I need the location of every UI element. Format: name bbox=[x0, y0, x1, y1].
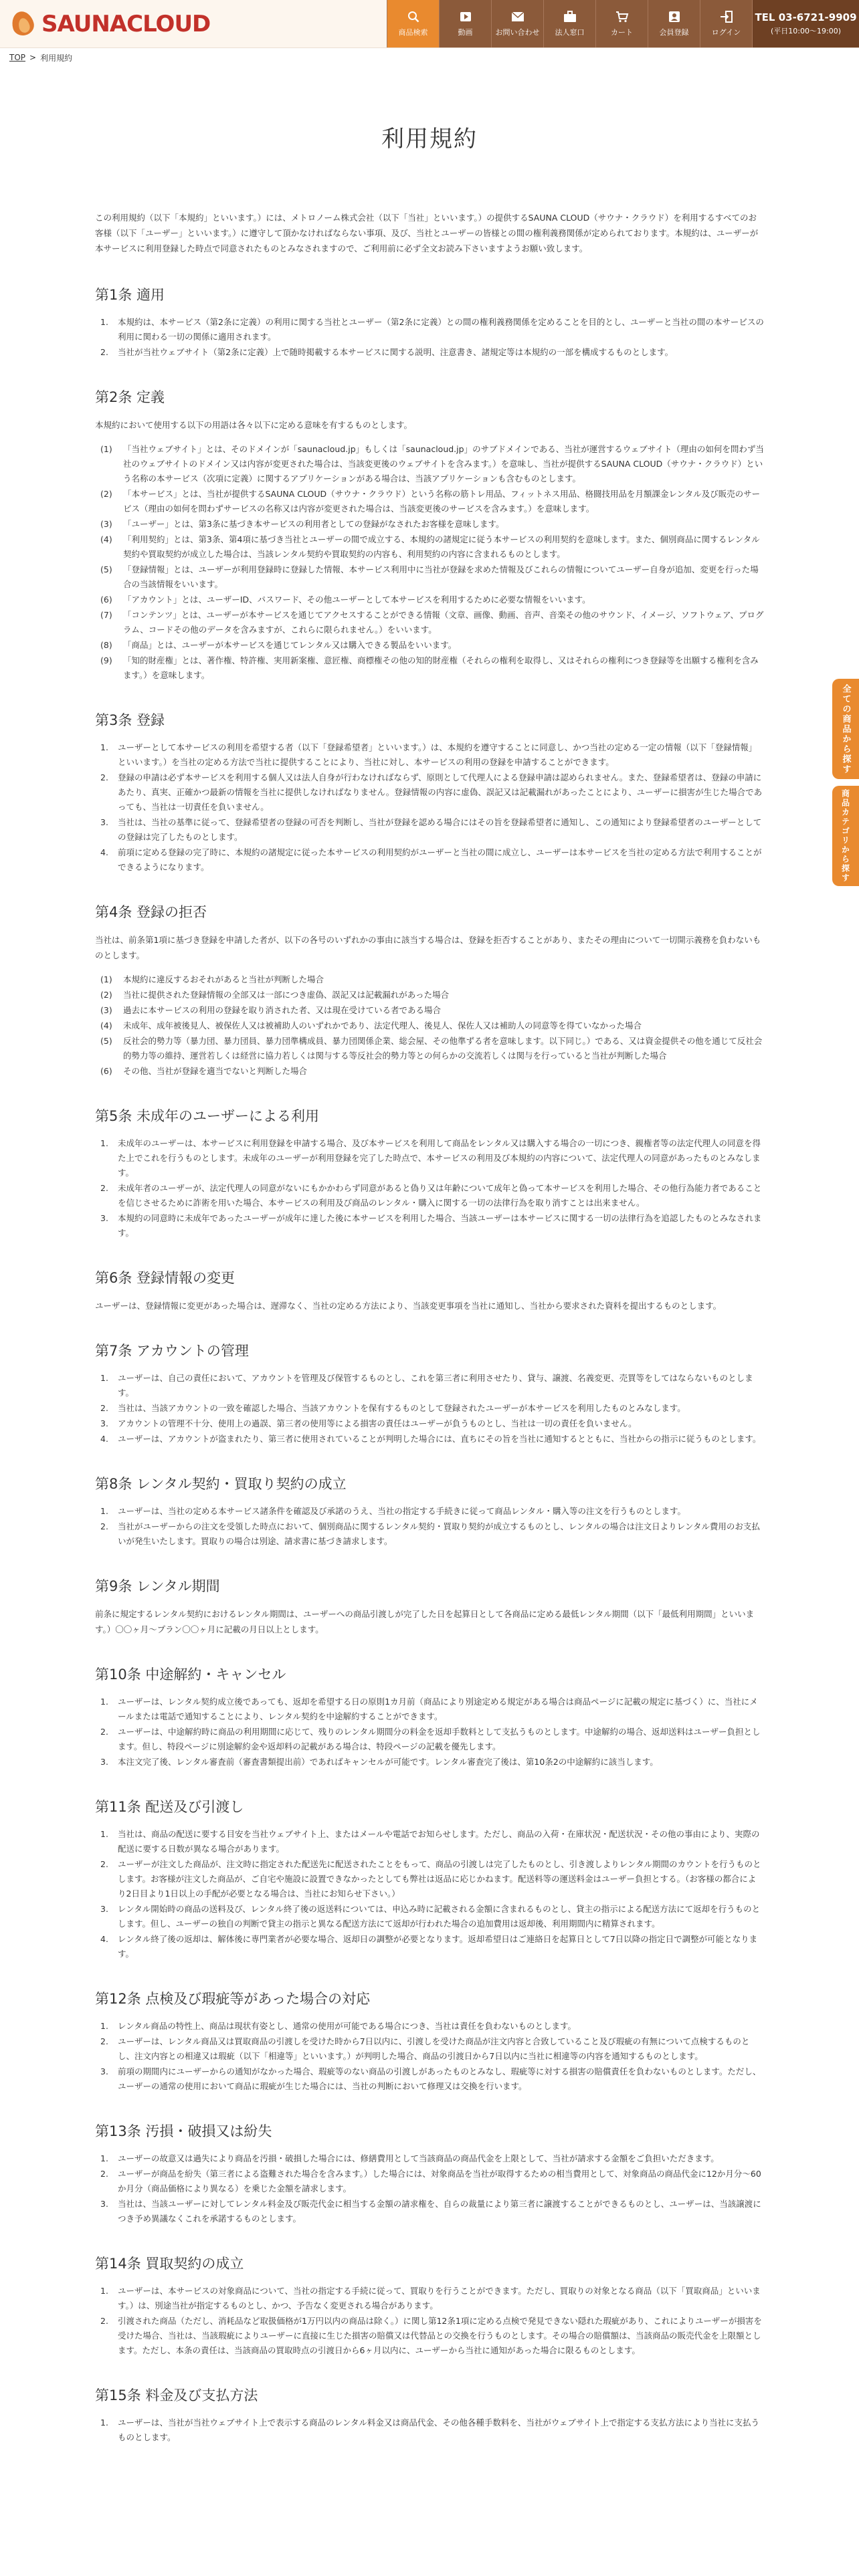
list-item-number: (5) bbox=[100, 1036, 112, 1046]
article-list bbox=[95, 2284, 764, 2358]
flame-logo-icon bbox=[9, 10, 37, 38]
nav-corporate[interactable] bbox=[543, 0, 595, 47]
list-item bbox=[100, 1371, 764, 1400]
list-item-number: (4) bbox=[100, 1021, 112, 1031]
list-item-number: 1. bbox=[100, 317, 108, 327]
article-paragraph: 前条に規定するレンタル契約におけるレンタル期間は、ユーザーへの商品引渡しが完了した日を起算日として各商品に定める最低レンタル期間（以下「最低利用期間」といいます。）〇〇ヶ月〜プラン〇〇ヶ月に記載の月日以上とします。 bbox=[95, 1609, 755, 1634]
list-item-text: ユーザーは、レンタル契約成立後であっても、返却を希望する日の原則1カ月前（商品により別途定める規定がある場合は商品ページに記載の規定に基づく）に、当社にメールまたは電話で通知することにより、レンタル契約を中途解約することができます。 bbox=[118, 1697, 758, 1721]
list-item bbox=[100, 988, 764, 1002]
list-item-number: (6) bbox=[100, 595, 112, 605]
article-section bbox=[95, 284, 764, 360]
list-item bbox=[100, 1064, 764, 1079]
article-section bbox=[95, 710, 764, 875]
list-item-number: 2. bbox=[100, 1521, 108, 1531]
article-section bbox=[95, 1267, 764, 1313]
list-item-text: その他、当社が登録を適当でないと判断した場合 bbox=[123, 1066, 308, 1076]
article-section bbox=[95, 1664, 764, 1769]
list-item-text: ユーザーは、当社の定める本サービス諸条件を確認及び承諾のうえ、当社の指定する手続きに従って商品レンタル・購入等の注文を行うものとします。 bbox=[118, 1506, 686, 1516]
list-item bbox=[100, 2064, 764, 2094]
nav-label: 法人窓口 bbox=[555, 27, 585, 37]
article-list bbox=[95, 442, 764, 683]
list-item bbox=[100, 345, 764, 360]
list-item-text: レンタル商品の特性上、商品は現状有姿とし、通常の使用が可能である場合につき、当社は責任を負わないものとします。 bbox=[118, 2021, 576, 2031]
phone-number: TEL 03-6721-9909 bbox=[755, 11, 857, 23]
article-list bbox=[95, 315, 764, 360]
site-logo[interactable] bbox=[0, 0, 348, 47]
list-item-text: レンタル終了後の返却は、解体後に専門業者が必要な場合、返却日の調整が必要となります。返却希望日はご連絡日を起算日として7日以降の指定日で調整が可能となります。 bbox=[118, 1934, 758, 1959]
list-item bbox=[100, 1018, 764, 1033]
list-item-text: 反社会的勢力等（暴力団、暴力団員、暴力団準構成員、暴力団関係企業、総会屋、その他準ずる者を意味します。以下同じ。）である、又は資金提供その他を通じて反社会的勢力等の維持、運営若しくは経営に協力若しくは関与する等反社会的勢力等との何らかの交流若しくは関与を行っていると当社が判断した場合 bbox=[123, 1036, 763, 1061]
list-item-number: (5) bbox=[100, 564, 112, 574]
list-item-number: (2) bbox=[100, 489, 112, 499]
list-item-number: 2. bbox=[100, 2316, 108, 2326]
list-item-number: 1. bbox=[100, 742, 108, 752]
mail-icon bbox=[511, 11, 524, 23]
list-item bbox=[100, 2197, 764, 2226]
list-item bbox=[100, 1181, 764, 1210]
list-item-text: ユーザーは、本サービスの対象商品について、当社の指定する手続に従って、買取りを行うことができます。ただし、買取りの対象となる商品（以下「買取商品」といいます。）は、別途当社が指定するものとし、かつ、予告なく変更される場合があります。 bbox=[118, 2286, 761, 2311]
article-title: 第1条 適用 bbox=[95, 287, 165, 303]
cart-icon bbox=[615, 11, 629, 23]
list-item bbox=[100, 972, 764, 987]
list-item bbox=[100, 1902, 764, 1931]
list-item-number: 3. bbox=[100, 1213, 108, 1223]
intro-text: この利用規約（以下「本規約」といいます。）には、メトロノーム株式会社（以下「当社」といいます。）の提供するSAUNA CLOUD（サウナ・クラウド）を利用するすべてのお客様（以下「ユーザー」といいます。）に遵守して頂かなければならない事項、及び、当社とユーザーの皆様との間の権利義務関係が定められております。本規約は、ユーザーが本サービスに利用登録した時点で同意されたものとみなされますので、ご利用前に必ず全文お読み下さいますようお願い致します。 bbox=[95, 213, 759, 253]
list-item bbox=[100, 1857, 764, 1901]
list-item-text: レンタル開始時の商品の送料及び、レンタル終了後の返送料については、申込み時に記載される金額に含まれるものとし、貸主の指示による配送方法にて返却を行うものとします。但し、ユーザーの独自の判断で貸主の指示と異なる配送方法にて返却が行われた場合の追加費用は返却後、利用期間内に精算されます。 bbox=[118, 1904, 761, 1929]
nav-label: 動画 bbox=[458, 27, 473, 37]
list-item bbox=[100, 1827, 764, 1856]
site-header bbox=[0, 0, 859, 48]
list-item bbox=[100, 845, 764, 875]
list-item-number: 4. bbox=[100, 1434, 108, 1444]
list-item bbox=[100, 1401, 764, 1416]
list-item bbox=[100, 1211, 764, 1241]
list-item-number: 1. bbox=[100, 1138, 108, 1148]
list-item-text: 引渡された商品（ただし、消耗品など取扱価格が1万円以内の商品は除く。）に関し第12条1項に定める点検で発見できない隠れた瑕疵があり、これによりユーザーが損害を受けた場合、当社は、当該瑕疵によりユーザーに直接に生じた損害の賠償又は代替品との交換を行うものとします。その場合の賠償額は、当該商品の販売代金を上限額とします。ただし、本条の責任は、当該商品の買取時点の引渡日から6ヶ月以内に、ユーザーから当社に通知があった場合に限るものとします。 bbox=[118, 2316, 762, 2355]
list-item-number: (2) bbox=[100, 990, 112, 1000]
list-item-number: 1. bbox=[100, 2153, 108, 2163]
nav-contact[interactable] bbox=[491, 0, 543, 47]
article-section bbox=[95, 2385, 764, 2445]
list-item-number: 3. bbox=[100, 1757, 108, 1767]
article-title: 第10条 中途解約・キャンセル bbox=[95, 1667, 286, 1683]
logo-text: SAUNACLOUD bbox=[41, 10, 211, 37]
list-item-text: ユーザーが商品を紛失（第三者による盗難された場合を含みます。）した場合には、対象商品を当社が取得するための相当費用として、対象商品の商品代金に12か月分〜60か月分（商品価格により異なる）を乗じた金額を請求します。 bbox=[118, 2169, 761, 2193]
list-item-text: 未成年、成年被後見人、被保佐人又は被補助人のいずれかであり、法定代理人、後見人、保佐人又は補助人の同意等を得ていなかった場合 bbox=[123, 1021, 642, 1031]
play-icon bbox=[459, 11, 472, 23]
list-item-number: (8) bbox=[100, 640, 112, 650]
list-item-number: 4. bbox=[100, 1934, 108, 1944]
list-item-number: 3. bbox=[100, 1904, 108, 1914]
list-item bbox=[100, 1003, 764, 1018]
nav-video[interactable] bbox=[439, 0, 491, 47]
list-item bbox=[100, 2284, 764, 2313]
list-item-number: 2. bbox=[100, 1727, 108, 1737]
list-item bbox=[100, 638, 764, 653]
list-item-text: アカウントの管理不十分、使用上の過誤、第三者の使用等による損害の責任はユーザーが負うものとし、当社は一切の責任を負いません。 bbox=[118, 1418, 637, 1428]
list-item bbox=[100, 593, 764, 607]
search-icon bbox=[407, 11, 420, 23]
article-section bbox=[95, 1576, 764, 1637]
list-item bbox=[100, 2314, 764, 2358]
list-item bbox=[100, 2167, 764, 2196]
article-title: 第12条 点検及び瑕疵等があった場合の対応 bbox=[95, 1991, 371, 2007]
list-item bbox=[100, 770, 764, 815]
article-list bbox=[95, 1695, 764, 1769]
list-item-text: ユーザーは、中途解約時に商品の利用期間に応じて、残りのレンタル期間分の料金を返却手数料として支払うものとします。中途解約の場合、返却送料はユーザー負担とします。但し、特段ページに別途解約金や返却料の記載がある場合は、特段ページの記載を優先します。 bbox=[118, 1727, 761, 1751]
list-item-text: ユーザーは、レンタル商品又は買取商品の引渡しを受けた時から7日以内に、引渡しを受けた商品が注文内容と合致していること及び瑕疵の有無について点検するものとし、注文内容との相違又は瑕疵（以下「相違等」といいます。）が判明した場合、商品の引渡日から7日以内に当社に相違等の内容を通知するものとします。 bbox=[118, 2036, 750, 2061]
article-title: 第11条 配送及び引渡し bbox=[95, 1799, 244, 1815]
list-item-number: 3. bbox=[100, 817, 108, 827]
article-title: 第14条 買取契約の成立 bbox=[95, 2256, 244, 2272]
user-plus-icon bbox=[668, 11, 681, 23]
business-hours: (平日10:00〜19:00) bbox=[771, 27, 841, 35]
list-item bbox=[100, 815, 764, 845]
list-item-number: (4) bbox=[100, 534, 112, 544]
article-section bbox=[95, 1340, 764, 1446]
list-item-text: 当社は、商品の配送に要する目安を当社ウェブサイト上、またはメールや電話でお知らせします。ただし、商品の入荷・在庫状況・配送状況・その他の事由により、実際の配送に要する日数が異なる場合があります。 bbox=[118, 1829, 760, 1854]
list-item bbox=[100, 1416, 764, 1431]
list-item-text: 過去に本サービスの利用の登録を取り消された者、又は現在受けている者である場合 bbox=[123, 1005, 442, 1015]
article-title: 第15条 料金及び支払方法 bbox=[95, 2387, 258, 2403]
list-item-number: 1. bbox=[100, 1506, 108, 1516]
article-list bbox=[95, 2151, 764, 2226]
article-list bbox=[95, 2019, 764, 2094]
list-item bbox=[100, 315, 764, 344]
list-item-text: 当社は、当社の基準に従って、登録希望者の登録の可否を判断し、当社が登録を認める場合にはその旨を登録希望者に通知し、この通知により登録希望者のユーザーとしての登録は完了したものとします。 bbox=[118, 817, 762, 842]
article-section bbox=[95, 1105, 764, 1241]
article-title: 第5条 未成年のユーザーによる利用 bbox=[95, 1108, 320, 1124]
list-item-number: (1) bbox=[100, 444, 112, 454]
list-item bbox=[100, 740, 764, 770]
breadcrumb bbox=[0, 48, 859, 67]
article-list bbox=[95, 1504, 764, 1549]
articles bbox=[95, 284, 764, 2445]
list-item bbox=[100, 517, 764, 532]
list-item-text: 本注文完了後、レンタル審査前（審査書類提出前）であればキャンセルが可能です。レンタル審査完了後は、第10条2の中途解約に該当します。 bbox=[118, 1757, 658, 1767]
nav-label: カート bbox=[611, 27, 633, 37]
list-item bbox=[100, 1695, 764, 1724]
list-item-text: 当社は、当該アカウントの一致を確認した場合、当該アカウントを保有するものとして登録されたユーザーが本サービスを利用したものとみなします。 bbox=[118, 1403, 686, 1413]
list-item-text: 「利用契約」とは、第3条、第4項に基づき当社とユーザーの間で成立する、本規約の諸規定に従う本サービスの利用契約を意味します。また、個別商品に関するレンタル契約や買取契約が成立した場合は、当該レンタル契約や買取契約の内容も、利用契約の内容に含まれるものとします。 bbox=[123, 534, 760, 559]
list-item-number: 3. bbox=[100, 2066, 108, 2076]
list-item-number: 1. bbox=[100, 2418, 108, 2428]
list-item-text: 「アカウント」とは、ユーザーID、パスワード、その他ユーザーとして本サービスを利用するために必要な情報をいいます。 bbox=[123, 595, 591, 605]
list-item-text: 「登録情報」とは、ユーザーが利用登録時に登録した情報、本サービス利用中に当社が登録を求めた情報及びこれらの情報についてユーザー自身が追加、変更を行った場合の当該情報をいいます。 bbox=[123, 564, 759, 589]
list-item-number: (7) bbox=[100, 610, 112, 620]
list-item-number: 1. bbox=[100, 2286, 108, 2296]
list-item-text: ユーザーが注文した商品が、注文時に指定された配送先に配送されたことをもって、商品の引渡しは完了したものとし、引き渡しよりレンタル期間のカウントを行うものとします。お客様が注文した商品が、ご自宅や施設に設置できなかったとしても弊社は返品に応じかねます。配送料等の運送料金はユーザー負担とする。（お客様の都合により2日目より1日以上の手配が必要となる場合は、当社にお知らせ下さい。） bbox=[118, 1859, 761, 1899]
article-section bbox=[95, 1796, 764, 1961]
list-item bbox=[100, 1519, 764, 1549]
list-item-number: 3. bbox=[100, 2199, 108, 2209]
side-tab-all-products[interactable]: 全ての商品から探す bbox=[832, 679, 859, 779]
nav-label: 会員登録 bbox=[659, 27, 689, 37]
list-item-text: 前項に定める登録の完了時に、本規約の諸規定に従った本サービスの利用契約がユーザーと当社の間に成立し、ユーザーは本サービスを当社の定める方法で利用することができるようになります。 bbox=[118, 847, 762, 872]
list-item bbox=[100, 442, 764, 486]
list-item-number: 1. bbox=[100, 2021, 108, 2031]
list-item-number: 2. bbox=[100, 2036, 108, 2046]
breadcrumb-current: 利用規約 bbox=[40, 53, 73, 63]
list-item bbox=[100, 1034, 764, 1063]
list-item bbox=[100, 487, 764, 516]
list-item bbox=[100, 2151, 764, 2166]
briefcase-icon bbox=[563, 11, 577, 23]
list-item bbox=[100, 1504, 764, 1519]
article-section bbox=[95, 2253, 764, 2358]
side-tab-categories[interactable]: 商品カテゴリから探す bbox=[832, 786, 859, 886]
list-item bbox=[100, 1432, 764, 1446]
breadcrumb-top-link[interactable]: TOP bbox=[9, 53, 26, 62]
list-item-text: 「ユーザー」とは、第3条に基づき本サービスの利用者としての登録がなされたお客様を意味します。 bbox=[123, 519, 504, 529]
list-item-number: 4. bbox=[100, 847, 108, 857]
article-title: 第13条 汚損・破損又は紛失 bbox=[95, 2123, 272, 2139]
list-item bbox=[100, 532, 764, 562]
list-item-text: 「商品」とは、ユーザーが本サービスを通じてレンタル又は購入できる製品をいいます。 bbox=[123, 640, 457, 650]
list-item-text: 本規約に違反するおそれがあると当社が判断した場合 bbox=[123, 974, 324, 984]
list-item bbox=[100, 608, 764, 637]
list-item-number: 1. bbox=[100, 1697, 108, 1707]
nav-label: お問い合わせ bbox=[495, 27, 540, 37]
article-list bbox=[95, 1827, 764, 1961]
list-item-text: 未成年のユーザーは、本サービスに利用登録を申請する場合、及び本サービスを利用して商品をレンタル又は購入する場合の一切につき、親権者等の法定代理人の同意を得た上でこれを行うものとします。未成年のユーザーが利用登録を完了した時点で、本サービスの利用及び本規約の内容について、法定代理人の同意があったものとみなします。 bbox=[118, 1138, 761, 1178]
list-item-text: 当社がユーザーからの注文を受領した時点において、個別商品に関するレンタル契約・買取り契約が成立するものとし、レンタルの場合は注文日よりレンタル費用のお支払いが発生いたします。買取りの場合は別途、請求書に基づき請求します。 bbox=[118, 1521, 760, 1546]
article-list bbox=[95, 740, 764, 875]
article-section bbox=[95, 1988, 764, 2094]
list-item-text: 「当社ウェブサイト」とは、そのドメインが「saunacloud.jp」もしくは「saunacloud.jp」のサブドメインである、当社が運営するウェブサイト（理由の如何を問わず当社のウェブサイトのドメイン又は内容が変更された場合は、当該変更後のウェブサイトを含みます。）を意味し、当社が提供するSAUNA CLOUD（サウナ・クラウド）という名称の本サービス（次項に定義）に関するアプリケーションがある場合は、当該アプリケーションも含むものとします。 bbox=[123, 444, 764, 484]
list-item bbox=[100, 2034, 764, 2064]
list-item-text: 前項の期間内にユーザーからの通知がなかった場合、瑕疵等のない商品の引渡しがあったものとみなし、瑕疵等に対する損害の賠償責任を負わないものとします。ただし、ユーザーの通常の使用において商品に瑕疵が生じた場合には、当社の判断において修理又は交換を行います。 bbox=[118, 2066, 761, 2091]
list-item bbox=[100, 1755, 764, 1769]
list-item-number: (3) bbox=[100, 519, 112, 529]
list-item-text: 「知的財産権」とは、著作権、特許権、実用新案権、意匠権、商標権その他の知的財産権（それらの権利を取得し、又はそれらの権利につき登録等を出願する権利を含みます。）を意味します。 bbox=[123, 655, 759, 680]
nav-label: 商品検索 bbox=[398, 27, 428, 37]
article-title: 第7条 アカウントの管理 bbox=[95, 1343, 249, 1359]
list-item-text: 当社に提供された登録情報の全部又は一部につき虚偽、誤記又は記載漏れがあった場合 bbox=[123, 990, 450, 1000]
list-item-number: 3. bbox=[100, 1418, 108, 1428]
list-item-number: 2. bbox=[100, 1183, 108, 1193]
nav-label: ログイン bbox=[711, 27, 741, 37]
article-title: 第9条 レンタル期間 bbox=[95, 1578, 220, 1594]
list-item-number: (1) bbox=[100, 974, 112, 984]
list-item-number: (9) bbox=[100, 655, 112, 665]
list-item-text: 当社は、当該ユーザーに対してレンタル料金及び販売代金に相当する金額の請求権を、自らの裁量により第三者に譲渡することができるものとし、ユーザーは、当該譲渡につき予め異議なくこれを承諾するものとします。 bbox=[118, 2199, 761, 2224]
phone-contact[interactable] bbox=[752, 0, 859, 47]
article-title: 第2条 定義 bbox=[95, 389, 165, 405]
list-item-number: 2. bbox=[100, 2169, 108, 2179]
list-item-number: 2. bbox=[100, 347, 108, 357]
nav-register[interactable] bbox=[648, 0, 700, 47]
article-list bbox=[95, 2416, 764, 2445]
list-item bbox=[100, 1136, 764, 1180]
nav-login[interactable] bbox=[700, 0, 752, 47]
list-item-number: (3) bbox=[100, 1005, 112, 1015]
list-item-text: ユーザーとして本サービスの利用を希望する者（以下「登録希望者」といいます。）は、本規約を遵守することに同意し、かつ当社の定める一定の情報（以下「登録情報」といいます。）を当社の定める方法で当社に提供することにより、当社に対し、本サービスの利用の登録を申請することができます。 bbox=[118, 742, 757, 767]
list-item-text: 登録の申請は必ず本サービスを利用する個人又は法人自身が行わなければならず、原則として代理人による登録申請は認められません。また、登録希望者は、登録の申請にあたり、真実、正確かつ最新の情報を当社に提供しなければなりません。登録情報の内容に虚偽、誤記又は記載漏れがあったことにより、ユーザーに損害が生じた場合であっても、当社は一切責任を負いません。 bbox=[118, 772, 763, 812]
list-item-text: 未成年者のユーザーが、法定代理人の同意がないにもかかわらず同意があると偽り又は年齢について成年と偽って本サービスを利用した場合、その他行為能力者であることを信じさせるために詐術を用いた場合、本サービスの利用及び商品のレンタル・購入に関する一切の法律行為を取り消すことは出来ません。 bbox=[118, 1183, 762, 1208]
list-item bbox=[100, 562, 764, 592]
list-item-text: ユーザーは、アカウントが盗まれたり、第三者に使用されていることが判明した場合には、直ちにその旨を当社に通知するとともに、当社からの指示に従うものとします。 bbox=[118, 1434, 761, 1444]
list-item-number: 1. bbox=[100, 1373, 108, 1383]
list-item-number: 2. bbox=[100, 1859, 108, 1869]
list-item-text: ユーザーは、自己の責任において、アカウントを管理及び保管するものとし、これを第三者に利用させたり、貸与、譲渡、名義変更、売買等をしてはならないものとします。 bbox=[118, 1373, 753, 1398]
article-title: 第8条 レンタル契約・買取り契約の成立 bbox=[95, 1476, 347, 1492]
list-item bbox=[100, 1725, 764, 1754]
article-title: 第6条 登録情報の変更 bbox=[95, 1270, 235, 1286]
main-nav bbox=[387, 0, 859, 47]
article-title: 第4条 登録の拒否 bbox=[95, 904, 207, 920]
list-item-text: ユーザーの故意又は過失により商品を汚損・破損した場合には、修繕費用として当該商品の商品代金を上限として、当社が請求する金額をご負担いただきます。 bbox=[118, 2153, 719, 2163]
article-section bbox=[95, 901, 764, 1079]
list-item-number: 2. bbox=[100, 1403, 108, 1413]
article-paragraph: 本規約において使用する以下の用語は各々以下に定める意味を有するものとします。 bbox=[95, 420, 413, 430]
article-section bbox=[95, 1473, 764, 1549]
list-item bbox=[100, 653, 764, 683]
article-list bbox=[95, 1136, 764, 1241]
list-item-number: (6) bbox=[100, 1066, 112, 1076]
article-list bbox=[95, 1371, 764, 1446]
article-paragraph: 当社は、前条第1項に基づき登録を申請した者が、以下の各号のいずれかの事由に該当する場合は、登録を拒否することがあり、またその理由について一切開示義務を負わないものとします。 bbox=[95, 935, 761, 960]
article-list bbox=[95, 972, 764, 1079]
article-section bbox=[95, 2121, 764, 2226]
breadcrumb-separator: > bbox=[29, 53, 37, 62]
list-item bbox=[100, 2019, 764, 2034]
nav-product-search[interactable] bbox=[387, 0, 439, 47]
login-icon bbox=[720, 11, 733, 23]
list-item-text: ユーザーは、当社が当社ウェブサイト上で表示する商品のレンタル料金又は商品代金、その他各種手数料を、当社がウェブサイト上で指定する支払方法により当社に支払うものとします。 bbox=[118, 2418, 759, 2442]
nav-cart[interactable] bbox=[595, 0, 648, 47]
article-section bbox=[95, 387, 764, 683]
list-item-number: 2. bbox=[100, 772, 108, 782]
page-title: 利用規約 bbox=[381, 126, 478, 152]
article-paragraph: ユーザーは、登録情報に変更があった場合は、遅滞なく、当社の定める方法により、当該変更事項を当社に通知し、当社から要求された資料を提出するものとします。 bbox=[95, 1301, 722, 1311]
list-item-text: 本規約の同意時に未成年であったユーザーが成年に達した後に本サービスを利用した場合、当該ユーザーは本サービスに関する一切の法律行為を追認したものとみなされます。 bbox=[118, 1213, 762, 1238]
article-title: 第3条 登録 bbox=[95, 712, 165, 728]
terms-content bbox=[95, 67, 764, 2445]
list-item-text: 「コンテンツ」とは、ユーザーが本サービスを通じてアクセスすることができる情報（文章、画像、動画、音声、音楽その他のサウンド、イメージ、ソフトウェア、プログラム、コードその他のデータを含みますが、これらに限られません。）をいいます。 bbox=[123, 610, 764, 635]
list-item-text: 「本サービス」とは、当社が提供するSAUNA CLOUD（サウナ・クラウド）という名称の筋トレ用品、フィットネス用品、格闘技用品を月額課金レンタル及び販売のサービス（理由の如何を問わずサービスの名称又は内容が変更された場合は、当該変更後のサービスを含みます。）を意味します。 bbox=[123, 489, 761, 514]
list-item-number: 1. bbox=[100, 1829, 108, 1839]
list-item bbox=[100, 1932, 764, 1961]
list-item bbox=[100, 2416, 764, 2445]
list-item-text: 当社が当社ウェブサイト（第2条に定義）上で随時掲載する本サービスに関する説明、注意書き、諸規定等は本規約の一部を構成するものとします。 bbox=[118, 347, 674, 357]
list-item-text: 本規約は、本サービス（第2条に定義）の利用に関する当社とユーザー（第2条に定義）との間の権利義務関係を定めることを目的とし、ユーザーと当社の間の本サービスの利用に関わる一切の関係に適用されます。 bbox=[118, 317, 764, 342]
